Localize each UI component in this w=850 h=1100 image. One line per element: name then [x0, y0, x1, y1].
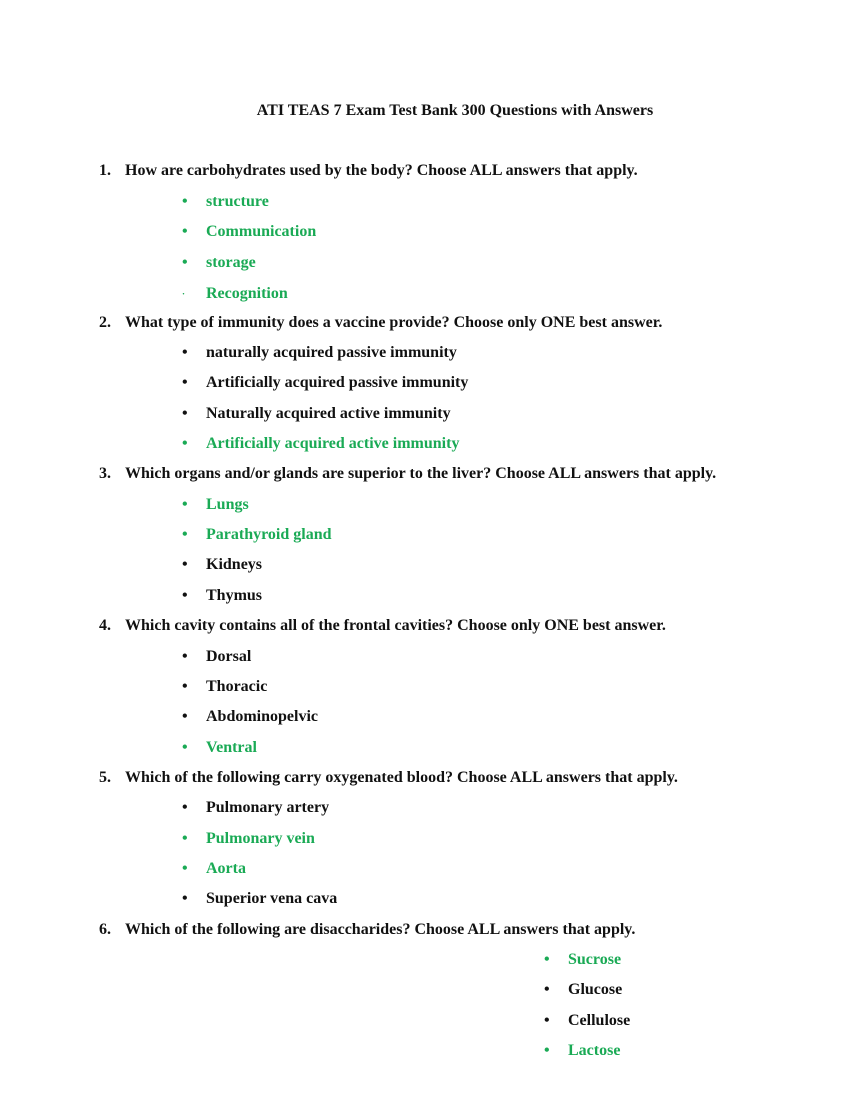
option-label: Lactose [568, 1042, 621, 1059]
option-label: storage [206, 254, 256, 271]
option-label: Ventral [206, 739, 257, 756]
option-label: Naturally acquired active immunity [206, 405, 451, 422]
question-number: 6. [99, 921, 111, 938]
bullet-icon: • [182, 799, 188, 816]
bullet-icon: • [544, 1042, 550, 1059]
question-text: Which cavity contains all of the frontal cavities? Choose only ONE best answer. [125, 617, 666, 634]
small-bullet-icon: · [182, 289, 186, 299]
bullet-icon: • [182, 708, 188, 725]
question-text: How are carbohydrates used by the body? Choose ALL answers that apply. [125, 162, 638, 179]
option-label: Superior vena cava [206, 890, 338, 907]
bullet-icon: • [182, 344, 188, 361]
bullet-icon: • [544, 951, 550, 968]
option-label: Abdominopelvic [206, 708, 319, 725]
bullet-icon: • [182, 435, 188, 452]
question-text: Which of the following are disaccharides? Choose ALL answers that apply. [125, 921, 636, 938]
bullet-icon: • [182, 374, 188, 391]
option-label: Pulmonary vein [206, 830, 315, 847]
bullet-icon: • [182, 223, 188, 240]
bullet-icon: • [182, 860, 188, 877]
bullet-icon: • [182, 587, 188, 604]
option-label: Pulmonary artery [206, 799, 330, 816]
bullet-icon: • [182, 193, 188, 210]
bullet-icon: • [544, 1012, 550, 1029]
question-text: Which organs and/or glands are superior to the liver? Choose ALL answers that apply. [125, 465, 717, 482]
option-label: Sucrose [568, 951, 622, 968]
option-label: Artificially acquired active immunity [206, 435, 460, 452]
bullet-icon: • [182, 526, 188, 543]
bullet-icon: • [182, 405, 188, 422]
bullet-icon: • [182, 890, 188, 907]
bullet-icon: • [182, 678, 188, 695]
document-title: ATI TEAS 7 Exam Test Bank 300 Questions with Answers [256, 102, 654, 119]
question-number: 2. [99, 314, 111, 331]
question-number: 5. [99, 769, 111, 786]
option-label: Cellulose [568, 1012, 631, 1029]
option-label: Parathyroid gland [206, 526, 332, 543]
option-label: structure [206, 193, 269, 210]
option-label: Dorsal [206, 648, 252, 665]
option-label: Thymus [206, 587, 263, 604]
bullet-icon: • [182, 556, 188, 573]
bullet-icon: • [182, 254, 188, 271]
question-number: 4. [99, 617, 111, 634]
question-number: 3. [99, 465, 111, 482]
option-label: Artificially acquired passive immunity [206, 374, 469, 391]
option-label: Glucose [568, 981, 623, 998]
option-label: Kidneys [206, 556, 263, 573]
option-label: Communication [206, 223, 317, 240]
option-label: Aorta [206, 860, 246, 877]
option-label: Thoracic [206, 678, 268, 695]
option-label: naturally acquired passive immunity [206, 344, 457, 361]
bullet-icon: • [182, 739, 188, 756]
bullet-icon: • [544, 981, 550, 998]
question-text: What type of immunity does a vaccine provide? Choose only ONE best answer. [125, 314, 663, 331]
question-text: Which of the following carry oxygenated blood? Choose ALL answers that apply. [125, 769, 678, 786]
option-label: Recognition [206, 285, 288, 302]
question-number: 1. [99, 162, 111, 179]
option-label: Lungs [206, 496, 249, 513]
bullet-icon: • [182, 648, 188, 665]
bullet-icon: • [182, 830, 188, 847]
bullet-icon: • [182, 496, 188, 513]
